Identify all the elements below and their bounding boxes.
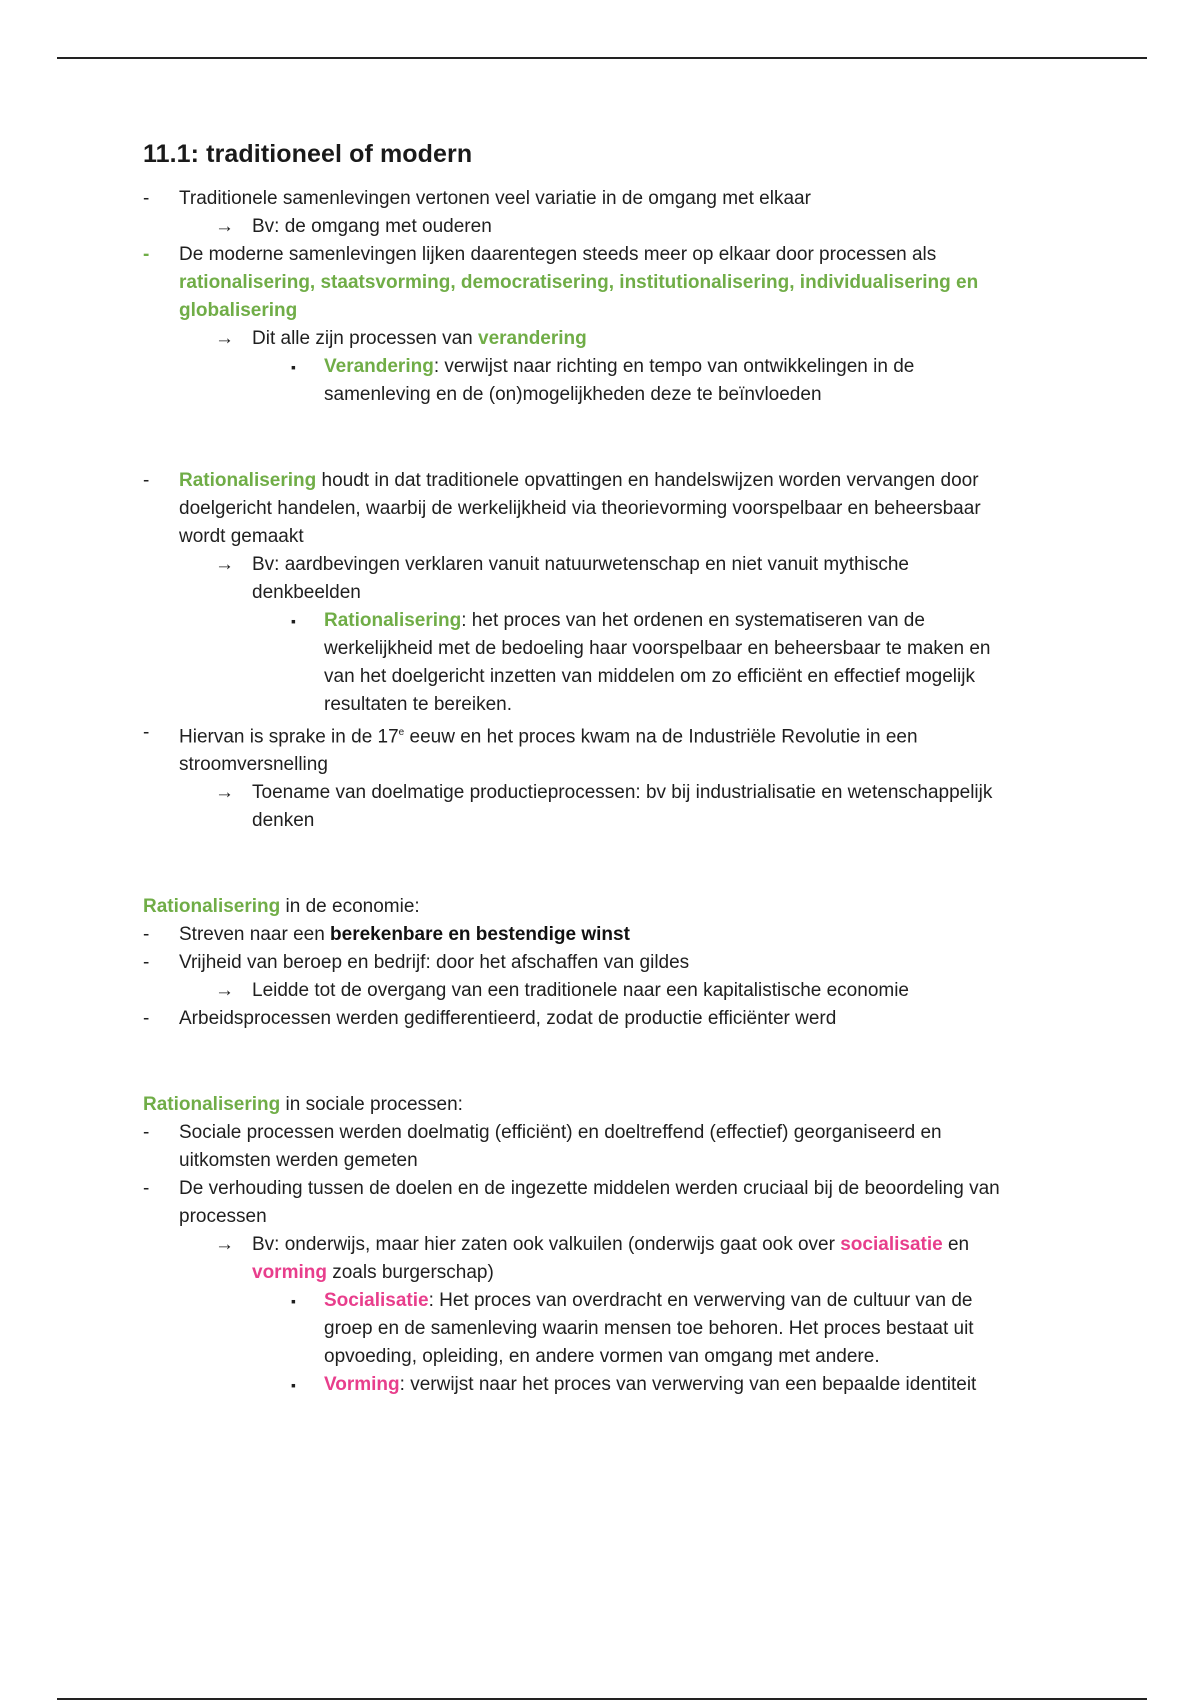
arrow-item: → Leidde tot de overgang van een traditionele naar een kapitalistische economie [215,980,910,1002]
top-rule [57,57,1147,59]
list-item: - Hiervan is sprake in de 17e eeuw en het proces kwam na de Industriële Revolutie in een [143,722,918,748]
document-page: 11.1: traditioneel of modern - Traditionele samenlevingen vertonen veel variatie in de omgang met elkaar → Bv: de omgang met ouderen - De moderne samenlevingen lijken daarentegen steeds meer op elkaar door processen als rationalisering, staatsvorming, democratisering, institutionalisering, individualisering en globalisering → Dit alle zijn processen van verandering ▪ Verandering: verwijst naar richting en tempo van ontwikkelingen in de samenleving en de (on)mogelijkheden deze te beïnvloeden - Rationalisering houdt in dat traditionele opvattingen en handelswijzen worden vervangen door doelgericht handelen, waarbij de werkelijkheid via theorievorming voorspelbaar en beheersbaar wordt gemaakt → Bv: aardbevingen verklaren vanuit natuurwetenschap en niet vanuit mythische denkbeelden ▪ Rationalisering: het proces van het ordenen en systematiseren van de werkelijkheid met de bedoeling haar voorspelbaar en beheersbaar te maken en van het doelgericht inzetten van middelen om zo efficiënt en effectief mogelijk resultaten te bereiken. - Hiervan is sprake in de 17e eeuw en het proces kwam na de Industriële Revolutie in een stroomversnelling → Toename van doelmatige productieprocessen: bv bij industrialisatie en wetenschappelijk denken Rationalisering in de economie: - Streven naar een berekenbare en bestendige winst - Vrijheid van beroep en bedrijf: door het afschaffen van gildes → Leidde tot de overgang van een traditionele naar een kapitalistische economie - Arbeidsprocessen werden gedifferentieerd, zodat de productie efficiënter werd Rationalisering in sociale processen: - Sociale processen werden doelmatig (efficiënt) en doeltreffend (effectief) georganiseerd en uitkomsten werden gemeten - De verhouding tussen de doelen en de ingezette middelen werden cruciaal bij de beoordeling van processen → Bv: onderwijs, maar hier zaten ook valkuilen (onderwijs gaat ook over socialisatie en vorming zoals burgerschap) ▪ Socialisatie: Het proces van overdracht en verwerving van de cultuur van de groep en de samenleving waarin mensen toe behoren. Het proces bestaat uit opvoeding, opleiding, en andere vormen van omgang met andere. ▪ Vorming: verwijst naar het proces van verwerving van een bepaalde identiteit [143,140,1083,1399]
definition-item: ▪ Rationalisering: het proces van het ordenen en systematiseren van de [291,610,925,631]
definition-item: ▪ Verandering: verwijst naar richting en tempo van ontwikkelingen in de [291,356,915,377]
page-title: 11.1: traditioneel of modern [143,140,473,168]
arrow-item: → Bv: onderwijs, maar hier zaten ook valkuilen (onderwijs gaat ook over socialisatie en [215,1234,970,1256]
list-item: - Sociale processen werden doelmatig (efficiënt) en doeltreffend (effectief) georganiseerd en [143,1122,942,1144]
list-item: - Streven naar een berekenbare en bestendige winst [143,924,630,946]
definition-item: ▪ Socialisatie: Het proces van overdracht en verwerving van de cultuur van de [291,1290,973,1312]
list-item: - De verhouding tussen de doelen en de ingezette middelen werden cruciaal bij de beoordeling van [143,1178,1000,1200]
section-heading: Rationalisering in de economie: [143,896,420,918]
definition-item: ▪ Vorming: verwijst naar het proces van verwerving van een bepaalde identiteit [291,1374,977,1396]
arrow-item: → Bv: de omgang met ouderen [215,216,492,237]
list-item: - Traditionele samenlevingen vertonen veel variatie in de omgang met elkaar [143,188,811,209]
arrow-item: → Bv: aardbevingen verklaren vanuit natuurwetenschap en niet vanuit mythische [215,554,909,575]
list-item: - De moderne samenlevingen lijken daarentegen steeds meer op elkaar door processen als [143,244,937,265]
list-item: - Arbeidsprocessen werden gedifferentieerd, zodat de productie efficiënter werd [143,1008,837,1030]
section-heading: Rationalisering in sociale processen: [143,1094,463,1116]
arrow-item: → Dit alle zijn processen van verandering [215,328,587,349]
arrow-item: → Toename van doelmatige productieprocessen: bv bij industrialisatie en wetenschappelijk [215,782,993,804]
list-item: - Vrijheid van beroep en bedrijf: door het afschaffen van gildes [143,952,690,974]
list-item: - Rationalisering houdt in dat traditionele opvattingen en handelswijzen worden vervangen door [143,470,979,491]
